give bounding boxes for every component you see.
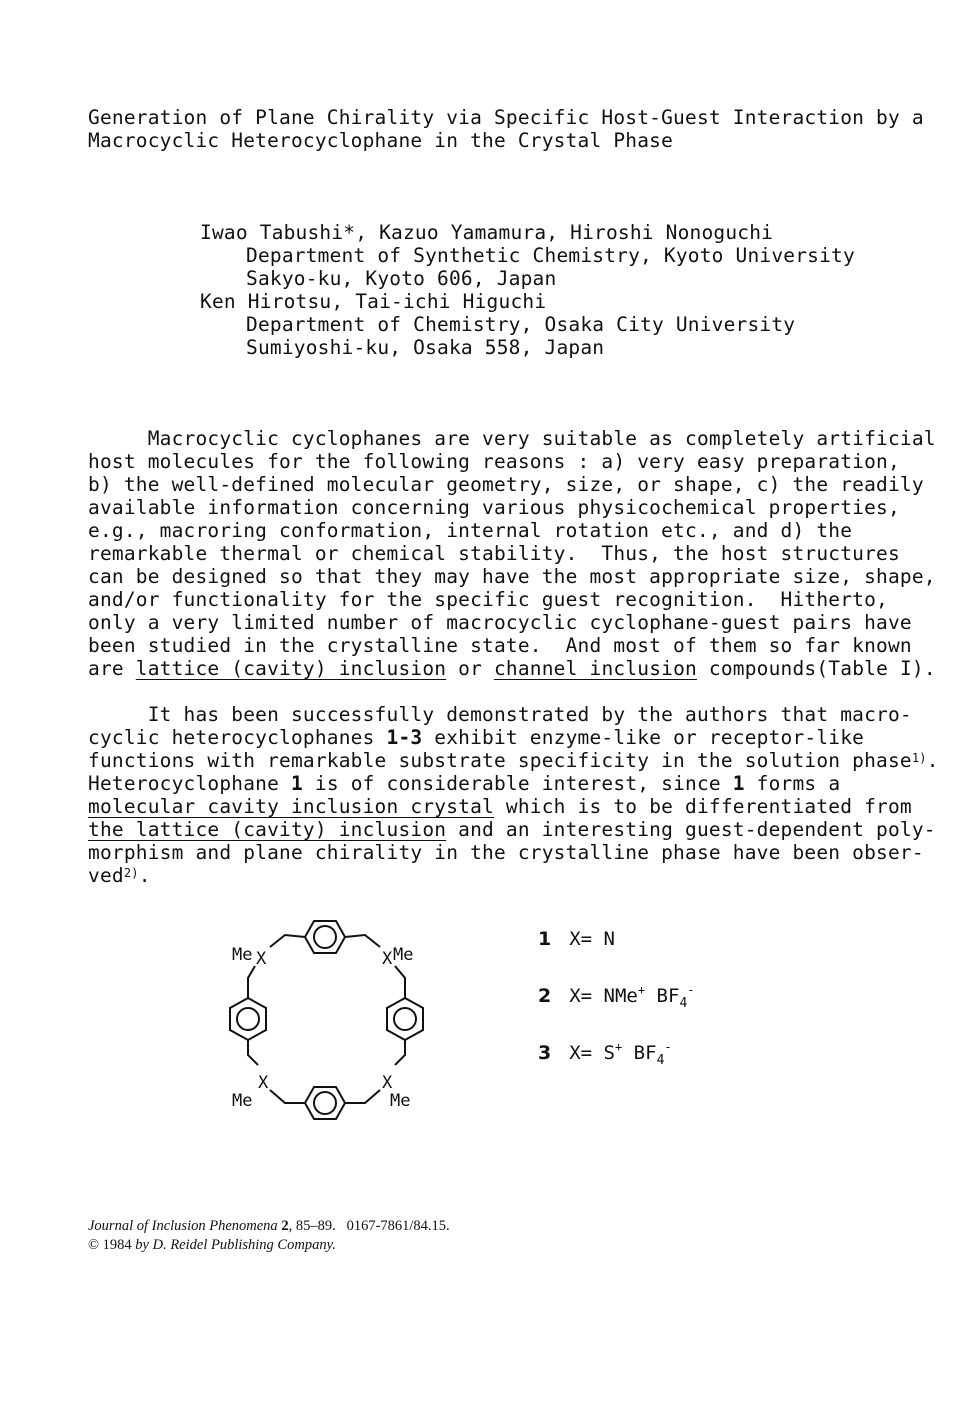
benzene-ring-top (305, 921, 345, 953)
journal-name: Journal of Inclusion Phenomena (88, 1218, 278, 1234)
p1-line: can be designed so that they may have the most appropriate size, shape, (88, 565, 936, 588)
p2-line: Heterocyclophane (88, 772, 291, 795)
paper-title (88, 106, 924, 152)
compound-1 (538, 928, 615, 950)
compound-formula: X= S (569, 1042, 615, 1064)
author-names-1: Iwao Tabushi*, Kazuo Yamamura, Hiroshi Nonoguchi (200, 221, 774, 244)
anion-charge: - (664, 1040, 672, 1054)
p2-text: forms a (744, 772, 841, 795)
author-names-2: Ken Hirotsu, Tai-ichi Higuchi (200, 290, 547, 313)
benzene-ring-bottom (305, 1087, 345, 1119)
methyl-label: Me (232, 945, 253, 965)
paragraph-2 (88, 703, 939, 887)
p1-line: been studied in the crystalline state. And most of them so far known (88, 634, 912, 657)
title-line-2: Macrocyclic Heterocyclophane in the Crystal Phase (88, 129, 674, 152)
underlined-term-channel-inclusion: channel inclusion (493, 657, 697, 680)
compound-ref: 1 (732, 772, 745, 795)
methyl-label: Me (393, 945, 414, 965)
reference-superscript: 2) (123, 866, 139, 880)
copyright-notice: © 1984 (88, 1237, 136, 1253)
benzene-ring-right (387, 998, 423, 1040)
charge-superscript: + (615, 1040, 623, 1054)
affiliation-2-dept: Department of Chemistry, Osaka City University (246, 313, 796, 336)
p1-text: or (446, 657, 494, 680)
p2-line: morphism and plane chirality in the crystalline phase have been obser- (88, 841, 924, 864)
compound-number: 3 (538, 1042, 552, 1064)
compound-formula: X= N (569, 928, 615, 950)
methyl-label: Me (390, 1091, 411, 1111)
p2-line: functions with remarkable substrate specificity in the solution phase (88, 749, 912, 772)
p1-line: are (88, 657, 136, 680)
title-line-1: Generation of Plane Chirality via Specific Host-Guest Interaction by a (88, 106, 924, 129)
compound-2 (538, 985, 695, 1011)
anion-charge: - (687, 983, 695, 997)
p2-line: It has been successfully demonstrated by the authors that macro- (88, 703, 912, 726)
macrocycle-structure-diagram (210, 900, 470, 1150)
p1-text: compounds(Table I). (696, 657, 936, 680)
heteroatom-x-label: X (256, 949, 267, 969)
p1-line: remarkable thermal or chemical stability. Thus, the host structures (88, 542, 900, 565)
p2-text: which is to be differentiated from (493, 795, 912, 818)
affiliation-1-dept: Department of Synthetic Chemistry, Kyoto University (246, 244, 855, 267)
p1-line: b) the well-defined molecular geometry, size, or shape, c) the readily (88, 473, 924, 496)
charge-superscript: + (637, 983, 646, 997)
compound-ref: 1 (290, 772, 303, 795)
p2-text: and an interesting guest-dependent poly- (446, 818, 936, 841)
p1-line: only a very limited number of macrocyclic cyclophane-guest pairs have (88, 611, 912, 634)
journal-pages: , 85–89. 0167-7861/84.15. (288, 1218, 450, 1234)
anion-label: BF (622, 1042, 657, 1064)
p1-line: Macrocyclic cyclophanes are very suitable as completely artificial (88, 427, 936, 450)
p2-text: . (926, 749, 939, 772)
p2-line: cyclic heterocyclophanes (88, 726, 387, 749)
p2-text: . (138, 864, 151, 887)
heteroatom-x-label: X (382, 949, 393, 969)
p1-line: host molecules for the following reasons : a) very easy preparation, (88, 450, 900, 473)
p1-line: available information concerning various physicochemical properties, (88, 496, 900, 519)
p2-text: exhibit enzyme-like or receptor-like (422, 726, 865, 749)
benzene-ring-left (230, 998, 266, 1040)
author-block (200, 221, 855, 359)
affiliation-1-address: Sakyo-ku, Kyoto 606, Japan (246, 267, 557, 290)
compound-ref: 1-3 (386, 726, 423, 749)
heteroatom-x-label: X (258, 1073, 269, 1093)
anion-label: BF (645, 985, 680, 1007)
p2-text: is of considerable interest, since (302, 772, 733, 795)
publisher-name: by D. Reidel Publishing Company. (135, 1237, 336, 1253)
paragraph-1 (88, 427, 936, 680)
compound-number: 2 (538, 985, 552, 1007)
p2-line: ved (88, 864, 124, 887)
underlined-term-lattice-inclusion: lattice (cavity) inclusion (135, 657, 447, 680)
compound-number: 1 (538, 928, 552, 950)
heteroatom-x-label: X (382, 1073, 393, 1093)
p1-line: e.g., macroring conformation, internal rotation etc., and d) the (88, 519, 853, 542)
compound-3 (538, 1042, 672, 1068)
reference-superscript: 1) (911, 751, 927, 765)
p1-line: and/or functionality for the specific guest recognition. Hitherto, (88, 588, 888, 611)
methyl-label: Me (232, 1091, 253, 1111)
anion-subscript: 4 (656, 1052, 665, 1068)
journal-footer (88, 1217, 450, 1255)
compound-formula: X= NMe (569, 985, 638, 1007)
underlined-term-molecular-cavity: molecular cavity inclusion crystal (88, 795, 494, 818)
anion-subscript: 4 (679, 995, 688, 1011)
underlined-term-lattice-inclusion: the lattice (cavity) inclusion (88, 818, 447, 841)
journal-volume: 2 (281, 1218, 289, 1234)
affiliation-2-address: Sumiyoshi-ku, Osaka 558, Japan (246, 336, 605, 359)
